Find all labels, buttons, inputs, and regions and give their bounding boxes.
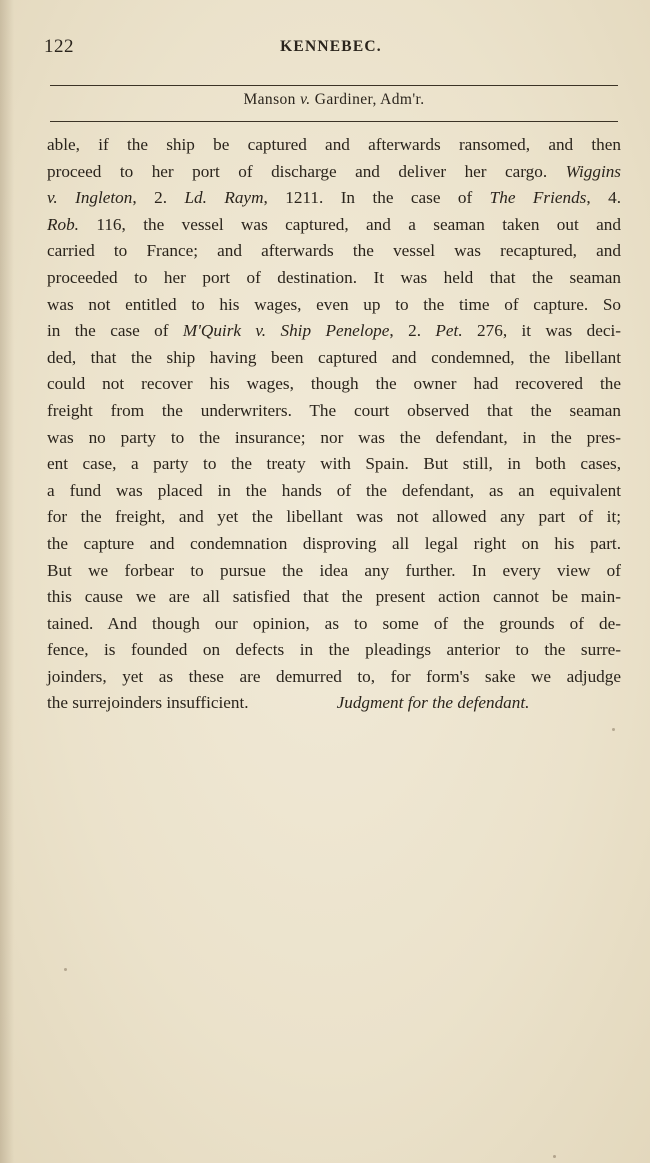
text-segment: , 2. bbox=[132, 188, 185, 208]
text-segment: tained. And though our opinion, as to some of the grounds of de- bbox=[47, 613, 621, 633]
case-versus: v. bbox=[300, 91, 311, 108]
text-line bbox=[47, 345, 621, 372]
text-segment: v. Ingleton bbox=[47, 188, 133, 208]
closing-line bbox=[47, 690, 621, 717]
text-segment: a fund was placed in the hands of the defendant, as an equivalent bbox=[47, 480, 621, 500]
case-title bbox=[50, 91, 618, 109]
text-segment: , 2. bbox=[389, 321, 436, 341]
case-plaintiff: Manson bbox=[243, 91, 296, 108]
paper-speck bbox=[64, 968, 67, 971]
text-segment: the capture and condemnation disproving all legal right on his part. bbox=[47, 533, 621, 553]
closing-line-text: the surrejoinders insufficient. bbox=[47, 693, 249, 713]
text-line bbox=[47, 611, 621, 638]
text-segment: Ld. Raym bbox=[184, 188, 264, 208]
text-line bbox=[47, 451, 621, 478]
text-segment: this cause we are all satisfied that the present action cannot be main- bbox=[47, 587, 621, 607]
text-line bbox=[47, 425, 621, 452]
text-segment: Wiggins bbox=[565, 161, 621, 181]
text-line bbox=[47, 238, 621, 265]
text-line bbox=[47, 664, 621, 691]
body-text bbox=[47, 132, 621, 717]
text-segment: carried to France; and afterwards the vessel was recaptured, and bbox=[47, 241, 621, 261]
text-line bbox=[47, 159, 621, 186]
header-rule-bottom bbox=[50, 121, 618, 122]
text-segment: The Friends bbox=[489, 188, 587, 208]
text-line bbox=[47, 318, 621, 345]
text-segment: ded, that the ship having been captured and condemned, the libellant bbox=[47, 347, 621, 367]
judgment-text: Judgment for the defendant. bbox=[336, 693, 530, 713]
text-line bbox=[47, 212, 621, 239]
text-segment: proceeded to her port of destination. It was held that the seaman bbox=[47, 267, 621, 287]
text-segment: for the freight, and yet the libellant was not allowed any part of it; bbox=[47, 507, 621, 527]
text-segment: But we forbear to pursue the idea any further. In every view of bbox=[47, 560, 621, 580]
paper-speck bbox=[553, 1155, 556, 1158]
text-segment: 276, it was deci- bbox=[462, 321, 621, 341]
page-number: 122 bbox=[44, 36, 74, 57]
text-segment: Rob. bbox=[47, 214, 79, 234]
text-segment: was no party to the insurance; nor was the defendant, in the pres- bbox=[47, 427, 621, 447]
text-segment: freight from the underwriters. The court observed that the seaman bbox=[47, 400, 621, 420]
text-line bbox=[47, 531, 621, 558]
paper-speck bbox=[612, 728, 615, 731]
text-segment: proceed to her port of discharge and deliver her cargo. bbox=[47, 161, 566, 181]
text-segment: 116, the vessel was captured, and a seaman taken out and bbox=[78, 214, 621, 234]
page-gutter-shadow bbox=[0, 0, 14, 1163]
text-line bbox=[47, 584, 621, 611]
page-header bbox=[44, 36, 618, 64]
text-line bbox=[47, 185, 621, 212]
text-line bbox=[47, 398, 621, 425]
running-head: KENNEBEC. bbox=[280, 38, 382, 55]
text-segment: joinders, yet as these are demurred to, for form's sake we adjudge bbox=[47, 666, 621, 686]
text-segment: ent case, a party to the treaty with Spain. But still, in both cases, bbox=[47, 454, 621, 474]
text-segment: fence, is founded on defects in the pleadings anterior to the surre- bbox=[47, 640, 621, 660]
text-line bbox=[47, 637, 621, 664]
text-segment: Pet. bbox=[435, 321, 463, 341]
header-rule-top bbox=[50, 85, 618, 86]
text-line bbox=[47, 478, 621, 505]
text-segment: , 4. bbox=[586, 188, 622, 208]
text-line bbox=[47, 132, 621, 159]
text-line bbox=[47, 292, 621, 319]
text-segment: able, if the ship be captured and afterwards ransomed, and then bbox=[47, 135, 621, 154]
text-line bbox=[47, 265, 621, 292]
text-segment: M'Quirk v. Ship Penelope bbox=[182, 321, 390, 341]
text-segment: could not recover his wages, though the owner had recovered the bbox=[47, 374, 621, 394]
text-line bbox=[47, 558, 621, 585]
text-line bbox=[47, 371, 621, 398]
text-segment: , 1211. In the case of bbox=[263, 188, 490, 208]
case-defendant: Gardiner, Adm'r. bbox=[314, 91, 425, 108]
text-line bbox=[47, 504, 621, 531]
text-segment: in the case of bbox=[47, 321, 183, 341]
text-segment: was not entitled to his wages, even up to the time of capture. So bbox=[47, 294, 621, 314]
